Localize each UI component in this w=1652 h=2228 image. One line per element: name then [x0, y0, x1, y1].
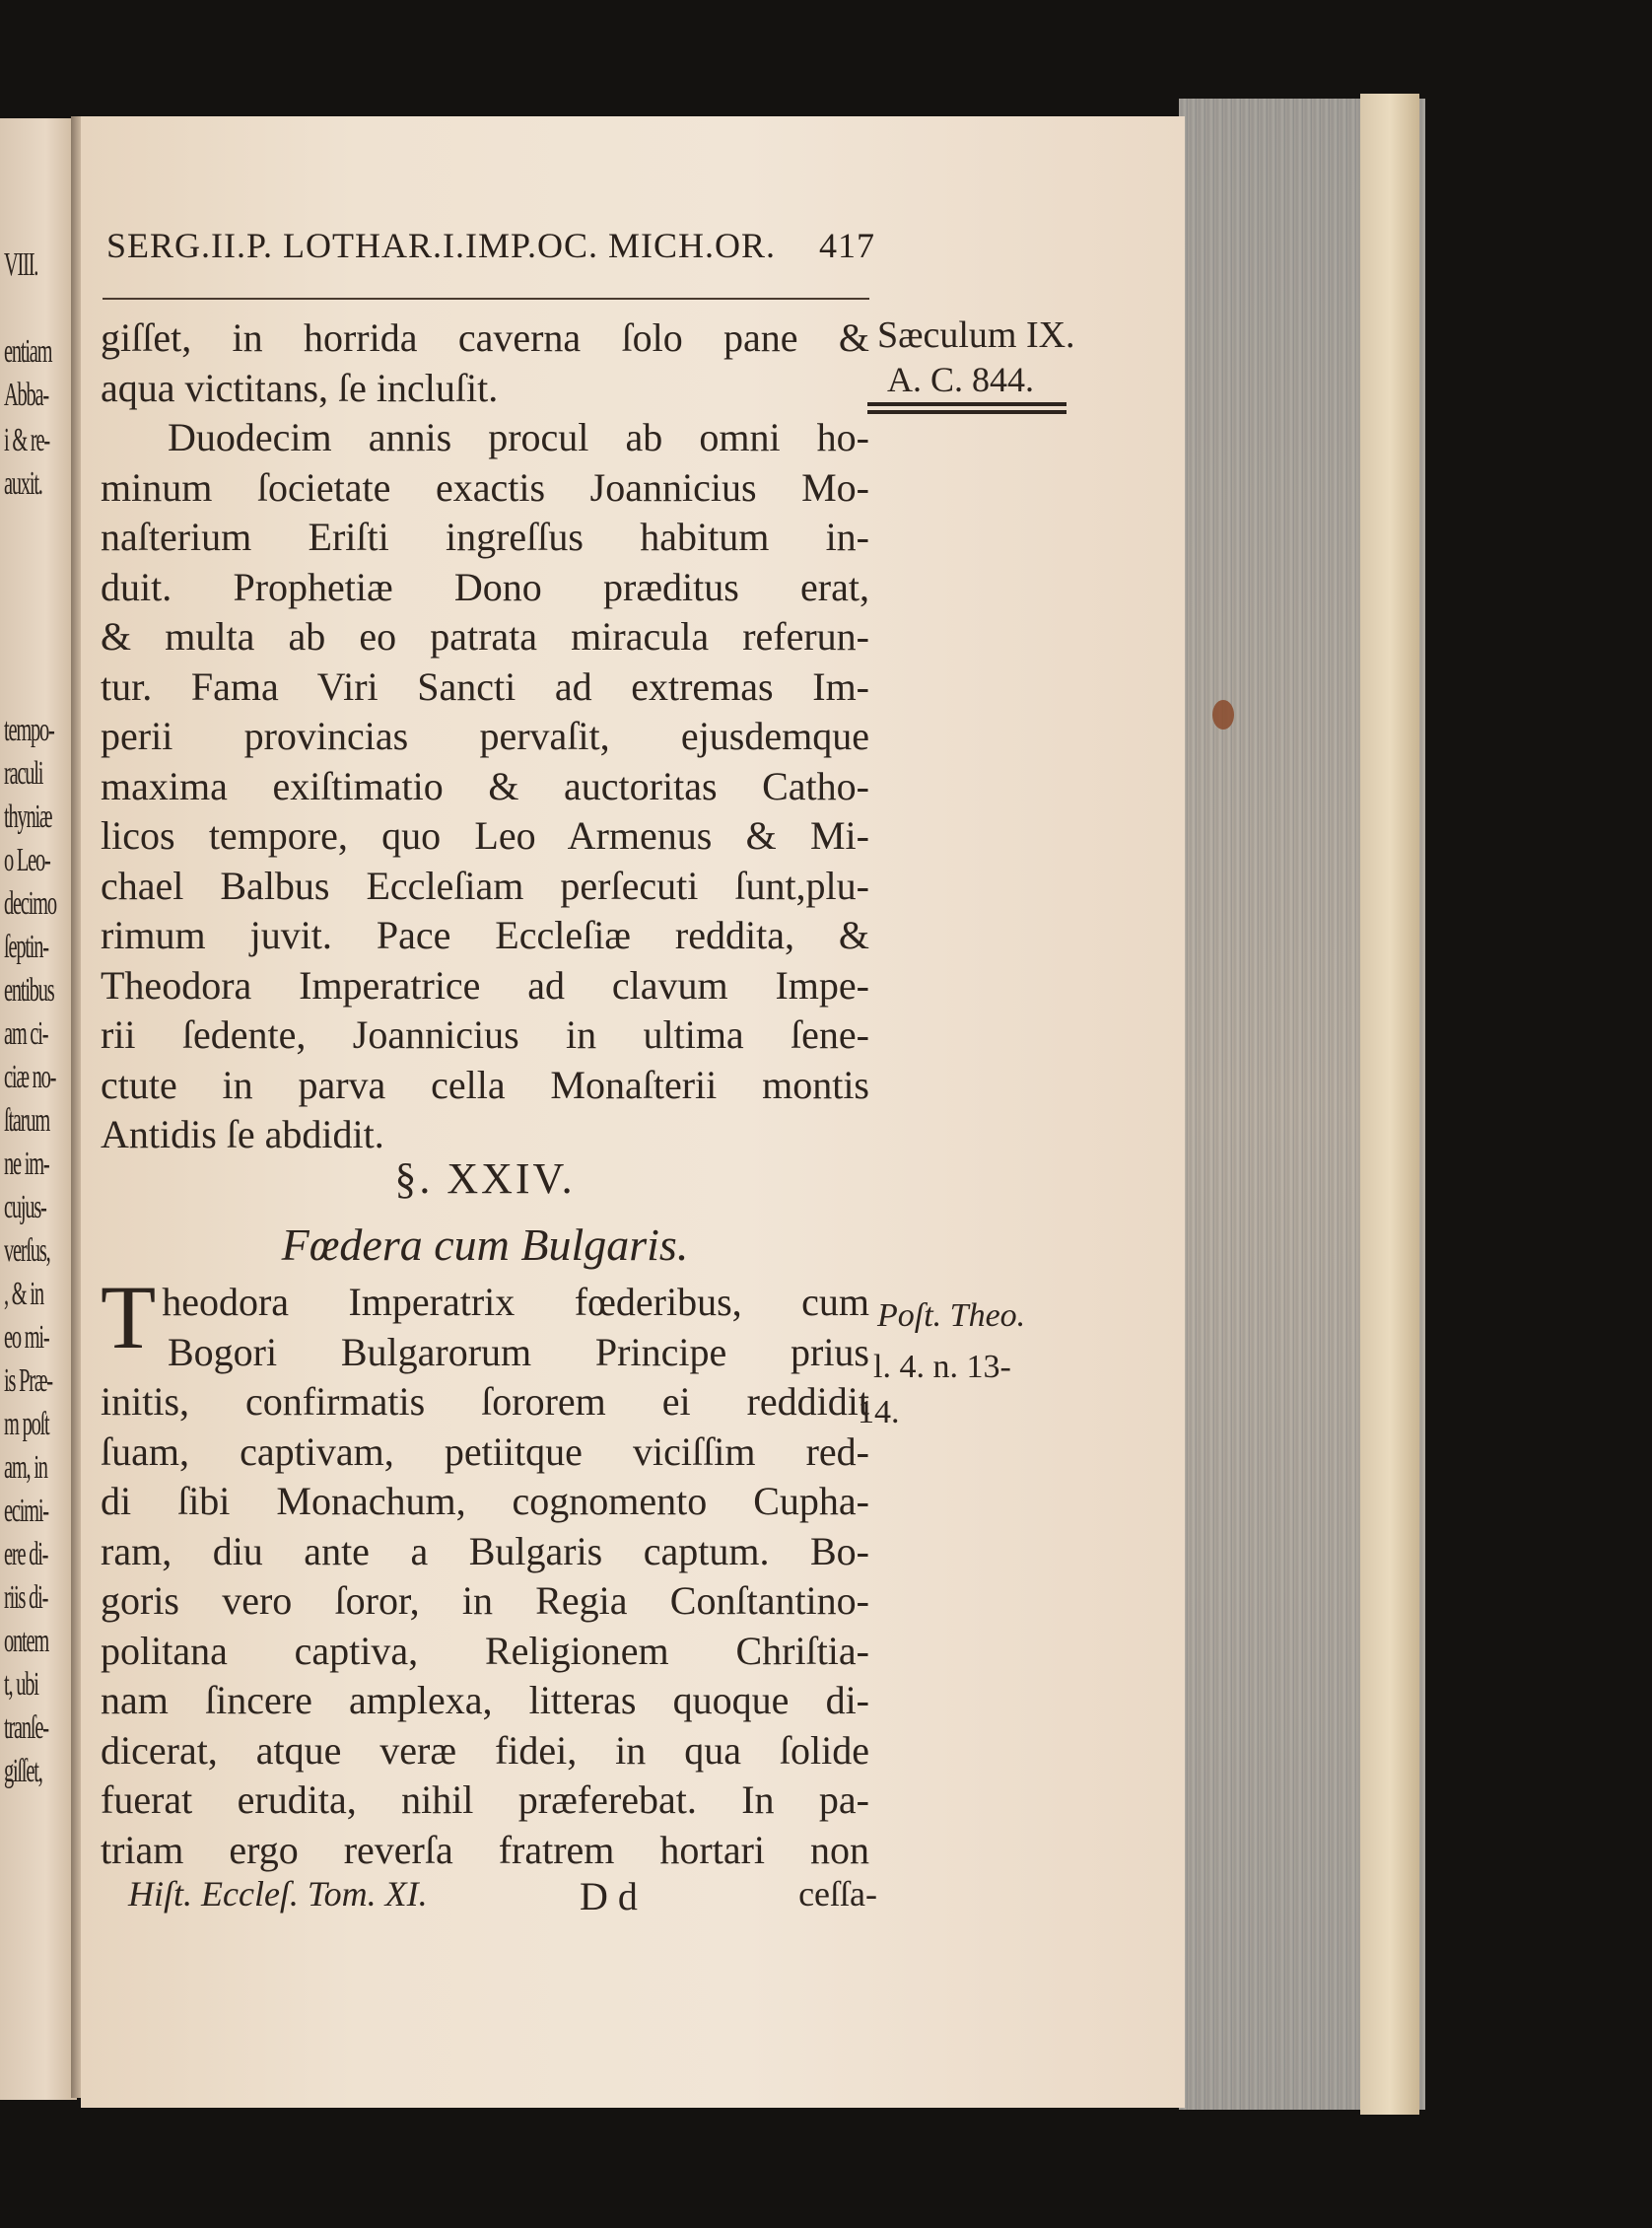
facing-page-text-fragment: o Leo- — [4, 842, 50, 878]
facing-page-text-fragment: t, ubi — [4, 1666, 38, 1703]
text-line: Duodecim annis procul ab omni ho- — [168, 415, 869, 459]
text-line: fuerat erudita, nihil præferebat. In pa- — [101, 1777, 869, 1822]
text-line: rimum juvit. Pace Eccleſiæ reddita, & — [101, 913, 869, 957]
facing-page-text-fragment: am, in — [4, 1449, 47, 1486]
margin-note-year: A. C. 844. — [887, 360, 1035, 399]
text-line: ctute in parva cella Monaſterii montis — [101, 1062, 869, 1107]
facing-page-text-fragment: tempo- — [4, 712, 54, 748]
text-line: minum ſocietate exactis Joannicius Mo- — [101, 464, 869, 510]
section-title: Fœdera cum Bulgaris. — [281, 1219, 689, 1270]
book-cover-edge — [1360, 94, 1419, 2115]
facing-page-text-fragment: verſus, — [4, 1232, 50, 1269]
facing-page-text-fragment: raculi — [4, 755, 43, 792]
text-line: rii ſedente, Joannicius in ultima ſene- — [101, 1012, 869, 1057]
text-line: & multa ab eo patrata miracula referun- — [101, 614, 869, 659]
text-line: perii provincias pervaſit, ejusdemque — [101, 714, 869, 758]
text-line: ſuam, captivam, petiitque viciſſim red- — [101, 1428, 869, 1474]
facing-page-text-fragment: am ci- — [4, 1015, 48, 1052]
text-line: tur. Fama Viri Sancti ad extremas Im- — [101, 663, 869, 709]
text-line: nam ſincere amplexa, litteras quoque di- — [101, 1678, 869, 1722]
header-rule — [103, 298, 869, 300]
facing-page-text-fragment: entibus — [4, 972, 54, 1009]
facing-page-text-fragment: ecimi- — [4, 1493, 48, 1529]
facing-page-text-fragment: ciæ no- — [4, 1059, 56, 1095]
facing-page-text-fragment: ere di- — [4, 1536, 48, 1572]
text-line: initis, confirmatis ſororem ei reddidit — [101, 1379, 869, 1424]
margin-reference-2: l. 4. n. 13- — [873, 1349, 1011, 1385]
page-number: 417 — [819, 226, 875, 265]
facing-page-text-fragment: , & in — [4, 1276, 43, 1312]
text-line: heodora Imperatrix fœderibus, cum — [162, 1280, 869, 1324]
section-number: §. XXIV. — [394, 1154, 576, 1203]
text-line: politana captiva, Religionem Chriſtia- — [101, 1628, 869, 1673]
paragraph-1 — [101, 313, 869, 1160]
text-line: duit. Prophetiæ Dono præditus erat, — [101, 564, 869, 609]
facing-page-text-fragment: Abba- — [4, 377, 48, 413]
text-line: chael Balbus Eccleſiam perſecuti ſunt,plu- — [101, 863, 869, 908]
text-line: aqua victitans, ſe incluſit. — [101, 365, 499, 410]
paragraph-2 — [101, 1267, 869, 1875]
margin-reference-3: 14. — [858, 1394, 900, 1430]
facing-page-text-fragment: cujus- — [4, 1189, 46, 1225]
facing-page-text-fragment: decimo — [4, 885, 56, 922]
facing-page-fragment — [0, 118, 77, 2100]
text-line: naſterium Eriſti ingreſſus habitum in- — [101, 515, 869, 559]
text-line: Antidis ſe abdidit. — [101, 1112, 384, 1156]
running-header — [106, 225, 875, 266]
margin-reference: Poſt. Theo. — [877, 1297, 1026, 1334]
running-title: SERG.II.P. LOTHAR.I.IMP.OC. MICH.OR. — [106, 226, 777, 265]
text-line: giſſet, in horrida caverna ſolo pane & — [101, 315, 869, 360]
facing-page-text-fragment: is Præ- — [4, 1362, 52, 1399]
facing-page-text-fragment: ontem — [4, 1623, 48, 1659]
facing-page-text-fragment: ſtarum — [4, 1102, 50, 1139]
facing-page-text-fragment: m poſt — [4, 1406, 49, 1442]
facing-page-text-fragment: VIII. — [4, 246, 38, 283]
text-line: Theodora Imperatrice ad clavum Impe- — [101, 962, 869, 1008]
facing-page-text-fragment: riis di- — [4, 1579, 48, 1616]
ink-stain — [1212, 700, 1234, 730]
footer-title: Hiſt. Eccleſ. Tom. XI. — [128, 1874, 428, 1914]
text-line: maxima exiſtimatio & auctoritas Catho- — [101, 763, 869, 808]
margin-double-rule — [867, 402, 1067, 418]
drop-cap: T — [101, 1267, 157, 1367]
facing-page-text-fragment: thyniæ — [4, 799, 52, 835]
catchword: ceſſa- — [798, 1874, 877, 1914]
facing-page-text-fragment: eo mi- — [4, 1319, 49, 1356]
facing-page-text-fragment: ſeptin- — [4, 929, 48, 965]
facing-page-text-fragment: ne im- — [4, 1146, 49, 1182]
text-line: triam ergo reverſa fratrem hortari non — [101, 1827, 869, 1872]
text-line: goris vero ſoror, in Regia Conſtantino- — [101, 1578, 869, 1623]
text-line: Bogori Bulgarorum Principe prius — [168, 1329, 869, 1374]
facing-page-text-fragment: i & re- — [4, 422, 49, 458]
facing-page-text-fragment: auxit. — [4, 465, 42, 502]
text-line: di ſibi Monachum, cognomento Cupha- — [101, 1479, 869, 1523]
facing-page-text-fragment: giſſet, — [4, 1753, 42, 1789]
margin-note-century: Sæculum IX. — [877, 314, 1075, 356]
text-line: dicerat, atque veræ fidei, in qua ſolide — [101, 1727, 869, 1773]
facing-page-text-fragment: entiam — [4, 333, 52, 370]
facing-page-text-fragment: tranſe- — [4, 1709, 48, 1746]
text-line: licos tempore, quo Leo Armenus & Mi- — [101, 813, 869, 858]
signature-mark: D d — [580, 1874, 638, 1918]
text-line: ram, diu ante a Bulgaris captum. Bo- — [101, 1528, 869, 1573]
